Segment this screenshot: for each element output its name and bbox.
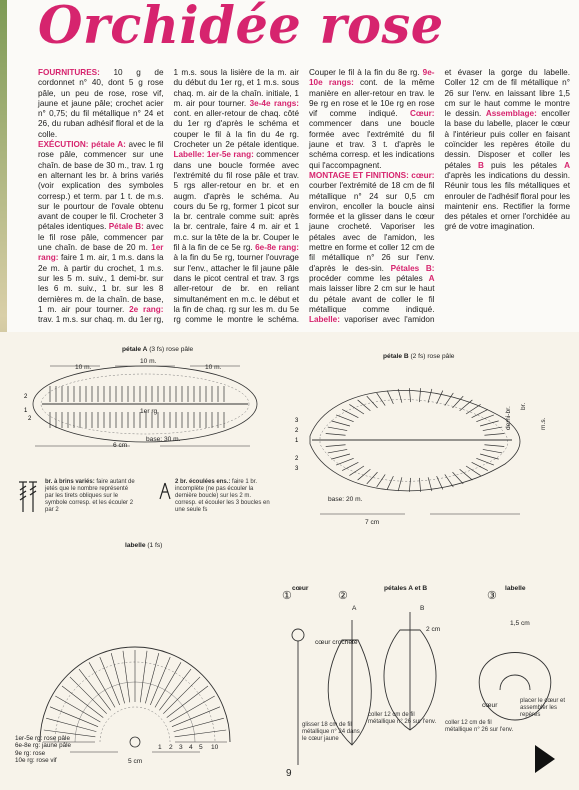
text-petales-b-2: mais laisser libre 2 cm sur le haut du pétale avant de coller le fil métallique comme indiqué. bbox=[309, 284, 435, 314]
stitch-mark bbox=[480, 421, 499, 426]
petale-a-rg: 1er rg bbox=[140, 408, 158, 415]
stitch-mark bbox=[472, 409, 488, 417]
petales-ab-title: pétales A et B bbox=[384, 585, 428, 592]
stitch-mark bbox=[377, 474, 386, 487]
step-3-marker: ③ bbox=[487, 590, 497, 602]
coeur-crochete-label: cœur crocheté bbox=[315, 639, 358, 646]
text-rang-3-4: cont. en aller-retour de chaq. côté du 1er rg d'après le schéma et couper le fil à la fin du 4e rg. Crocheter un 2e pétale identique. bbox=[173, 109, 299, 150]
stitch-mark bbox=[428, 389, 432, 403]
stitch-mark bbox=[472, 462, 488, 470]
label-petale-b: Pétale B: bbox=[108, 222, 144, 232]
stitch-mark bbox=[484, 433, 504, 435]
label-assemblage: Assemblage: bbox=[485, 109, 537, 119]
stitch-mark bbox=[328, 427, 347, 430]
petale-b-ms: m.s. bbox=[540, 417, 547, 430]
stitch-mark bbox=[398, 389, 402, 403]
stitch-mark bbox=[358, 469, 371, 480]
text-assemblage-2: puis les pétales bbox=[483, 160, 565, 170]
stitch-mark bbox=[476, 458, 494, 465]
labelle-num-1: 1 bbox=[158, 744, 162, 751]
stitch-mark bbox=[409, 478, 410, 492]
stitch-mark bbox=[328, 449, 347, 452]
svg-text:2: 2 bbox=[295, 456, 299, 462]
stitch-mark bbox=[145, 653, 158, 703]
label-rang-6-8: 6e-8e rang: bbox=[255, 243, 299, 253]
stitch-mark bbox=[419, 478, 420, 492]
stitch-mark bbox=[62, 686, 103, 718]
labelle-num-4: 4 bbox=[189, 744, 193, 751]
text-fournitures: 10 g de cordonnet n° 40, dont 5 g rose pâle, un peu de rose, rose vif, jaune et jaune pâle; crochet acier n° 0,75; du fil métallique n° 24 et 26, du ruban adhésif floral et de la colle. bbox=[38, 68, 164, 139]
text-rang-9-10: cont. de la même manière en aller-retour en trav. le 9e rg en rose et le 10e rg en rose vif comme indiqué. bbox=[309, 78, 435, 119]
letter-b: B bbox=[477, 160, 484, 170]
stitch-mark bbox=[123, 651, 130, 703]
legend-brins-varies: br. à brins variés: faire autant de jetés que le nombre représenté par les tirets obliques sur le symbole corresp. et les écouler 2 par 2 bbox=[45, 479, 135, 513]
two-cm-label: 2 cm bbox=[426, 626, 441, 633]
stitch-mark bbox=[453, 396, 464, 408]
text-rang-6-8: à la fin du 5e rg, tourner l'ouvrage sur l'env., attacher le fil jaune pâle dans le picot central et trav. 3 rgs aller-retour de bbox=[173, 253, 299, 294]
text-labelle-rangs: commencer dans une boucle formée avec l'extrémité du fil rose pâle et trav. 5 rgs aller-retour en br. et en augm. d'après le schéma. Au cours du 5e rg, former 1 picot sur la br. centrale comme suit: après la br. centrale, faire 4 m. air et 1 m.c. sur la tête de la br. Couper le fil à la fin de ce 5e rg. bbox=[173, 150, 299, 253]
label-rang-1: 1er rang: bbox=[38, 243, 164, 263]
legend-rg-9: 9e rg: rose bbox=[15, 749, 46, 757]
placer-instruction: placer le cœur et assembler les repères bbox=[520, 698, 566, 718]
stitch-mark bbox=[342, 409, 358, 417]
petale-a-title: pétale A (3 fs) rose pâle bbox=[122, 346, 194, 353]
svg-text:3: 3 bbox=[295, 466, 299, 472]
stitch-mark bbox=[174, 718, 224, 731]
symbol-brins-varies bbox=[18, 480, 38, 515]
svg-text:1: 1 bbox=[24, 408, 28, 414]
labelle-5cm: 5 cm bbox=[128, 758, 143, 765]
stitch-mark bbox=[445, 393, 454, 406]
stitch-mark bbox=[387, 391, 393, 404]
labelle-num-5: 5 bbox=[199, 744, 203, 751]
stitch-mark bbox=[453, 472, 464, 484]
label-labelle-montage: Labelle: bbox=[309, 315, 340, 325]
stitch-mark bbox=[483, 449, 502, 452]
color-legend bbox=[15, 735, 71, 765]
stitch-mark bbox=[70, 677, 107, 714]
label-petales-b: Pétales B: bbox=[390, 263, 435, 273]
legend-rg-6-8: 6e-8e rg: jaune pâle bbox=[15, 742, 72, 750]
text-execution: avec le fil rose pâle, commencer sur une chaîn. de base de 30 m., trav. 1 rg en alternant les br. à brins variés (voir explication des symboles corresp.) et term. par 1 t. de m.s. sur le pourtour de l'ovale obtenu avant de couper le fil. Crocheter 3 pétales identiques. bbox=[38, 140, 164, 232]
text-montage: courber l'extrémité de 18 cm de fil métallique n° 24 sur 0,5 cm environ, encoller la boucle ainsi formée et la glisser dans le cœur jaune crocheté. Vaporiser les pétales avec de l'amidon, les mettre en forme et coller 12 cm de fil métallique n° 26 sur l'env. d'après le des- bbox=[309, 181, 435, 273]
stitch-mark bbox=[175, 730, 227, 737]
label-labelle-rangs: Labelle: 1er-5e rang: bbox=[173, 150, 254, 160]
text-rang-1: faire 1 m. air, 1 m.s. dans la 2e m. à partir du crochet, 1 m.s. sur les 5 m. suiv., 1 demi-br. sur les 6 m. suiv., 1 br. sur les 8 dernières m. de la chaîn. de base, 1 m. air bbox=[38, 253, 164, 314]
one-5cm-label: 1,5 cm bbox=[510, 620, 530, 627]
stitch-mark bbox=[326, 433, 346, 435]
page-number: 9 bbox=[286, 768, 292, 779]
page-title: Orchidée rose bbox=[38, 0, 444, 56]
svg-text:2: 2 bbox=[28, 416, 32, 422]
glisser-instruction: glisser 18 cm de fil métallique n° 24 dans le cœur jaune bbox=[302, 722, 360, 742]
stitch-mark bbox=[398, 477, 402, 491]
stitch-mark bbox=[111, 653, 124, 703]
stitch-mark bbox=[377, 393, 386, 406]
stitch-mark bbox=[483, 427, 502, 430]
labelle-title: labelle (1 fs) bbox=[125, 542, 163, 549]
svg-text:3: 3 bbox=[295, 418, 299, 424]
paragraph-fournitures bbox=[38, 68, 164, 140]
stitch-mark bbox=[409, 388, 410, 402]
letter-a-2: A bbox=[564, 160, 570, 170]
label-execution: EXÉCUTION: pétale A: bbox=[38, 140, 126, 150]
coller-labelle-label: coller 12 cm de fil métallique n° 26 sur l'env. bbox=[445, 720, 514, 733]
step-a-label: A bbox=[352, 605, 357, 612]
stitch-mark bbox=[460, 400, 473, 411]
petale-b-title: pétale B (2 fs) rose pâle bbox=[383, 353, 455, 360]
svg-text:2: 2 bbox=[295, 428, 299, 434]
svg-text:2: 2 bbox=[24, 394, 28, 400]
stitch-mark bbox=[342, 462, 358, 470]
stitch-mark bbox=[367, 396, 378, 408]
label-rang-3-4: 3e-4e rangs: bbox=[249, 98, 299, 108]
petale-b-br: br. bbox=[520, 402, 527, 410]
text-col3-start: br. en reliant simultanément en m.c. le début et la fin de chaq. rg sur les m. du 5e rg comme le montre le schéma. Couper le fil à la fin du 8e rg. bbox=[173, 68, 420, 325]
petale-b-demibr: demi-br. bbox=[505, 406, 512, 430]
petale-b-base: base: 20 m. bbox=[328, 496, 363, 503]
stitch-mark bbox=[331, 454, 350, 459]
stitch-mark bbox=[466, 466, 481, 476]
petale-b-7cm: 7 cm bbox=[365, 519, 380, 526]
stitch-mark bbox=[367, 472, 378, 484]
symbol-2br-ecoulees bbox=[158, 482, 172, 500]
legend-rg-10: 10e rg: rose vif bbox=[15, 757, 57, 765]
petale-a-10m-right: 10 m. bbox=[205, 364, 222, 371]
stitch-mark bbox=[466, 404, 481, 414]
stitch-mark bbox=[460, 469, 473, 480]
stitch-mark bbox=[358, 400, 371, 411]
stitch-mark bbox=[476, 415, 494, 422]
text-labelle-montage: vaporiser avec l'amidon et évaser la gorge du labelle. Coller 12 cm de fil métallique n° 26 sur l'env. en laissant libre 1,5 cm sur le haut comme le montre le dessin. bbox=[339, 68, 570, 325]
stitch-mark bbox=[331, 421, 350, 426]
labelle-num-3: 3 bbox=[179, 744, 183, 751]
legend-rg-1-5: 1er-5e rg: rose pâle bbox=[15, 735, 70, 742]
labelle-num-10: 10 bbox=[211, 744, 219, 751]
stitch-mark bbox=[445, 474, 454, 487]
label-coeur: Cœur: bbox=[409, 109, 435, 119]
petale-a-base: base: 30 m. bbox=[146, 436, 181, 443]
step-2-marker: ② bbox=[338, 590, 348, 602]
stitch-mark bbox=[349, 404, 364, 414]
stitch-mark bbox=[79, 669, 111, 710]
stitch-mark bbox=[349, 466, 364, 476]
stitch-mark bbox=[336, 415, 354, 422]
letter-a: A bbox=[428, 273, 435, 283]
text-col4-start: sin. bbox=[371, 263, 384, 273]
stitch-mark bbox=[419, 388, 420, 402]
labelle-num-2: 2 bbox=[169, 744, 173, 751]
petale-a-10m-mid: 10 m. bbox=[140, 358, 157, 365]
labelle-title-2: labelle bbox=[505, 585, 526, 592]
stitch-mark bbox=[140, 651, 147, 703]
petale-a-stitches bbox=[45, 378, 235, 438]
instructions-text bbox=[38, 68, 570, 330]
stitch-mark bbox=[159, 669, 191, 710]
stitch-mark bbox=[163, 677, 200, 714]
stitch-mark bbox=[437, 391, 443, 404]
next-page-arrow[interactable] bbox=[535, 745, 555, 773]
coeur-title: cœur bbox=[292, 585, 309, 592]
stitch-mark bbox=[326, 445, 346, 447]
stitch-mark bbox=[167, 686, 208, 718]
text-coeur: commencer dans une boucle formée avec l'extrémité du fil jaune et trav. 3 t. d'après le schéma corresp. et les indications qui l'accompagnent. bbox=[309, 119, 435, 170]
stitch-mark bbox=[437, 476, 443, 489]
text-assemblage-3: d'après les indications du dessin. Réunir tous les fils métalliques et enrouler de l'adhésif floral pour les maintenir ens. Rectifier la forme des pétales et orner l'orchidée au gré de votre imagination. bbox=[444, 170, 570, 232]
text-rang-2: trav. 1 m.s. sur chaq. m. du 1er rg, 1 m.s. sous la lisière de la m. air du début du 1er rg, et 1 m.s. sous chaq. m. air de la chaîn. initiale, 1 m. air pour tourner. bbox=[38, 68, 299, 325]
petale-a-6cm: 6 cm bbox=[113, 442, 128, 449]
label-montage: MONTAGE ET FINITIONS: cœur: bbox=[309, 170, 435, 180]
legend-2br-ecoulees: 2 br. écoulées ens.: faire 1 br. incomplète (ne pas écouler la dernière boucle) sur les 2 m. corresp. et écouler les 3 boucles en une seule fs bbox=[175, 479, 270, 513]
step-b-label: B bbox=[420, 605, 425, 612]
stitch-mark bbox=[336, 458, 354, 465]
text-petales-b-1: procéder comme les pétales bbox=[309, 273, 429, 283]
petale-b-stitches bbox=[315, 378, 515, 498]
label-rang-9-10: 9e-10e rangs: bbox=[309, 68, 435, 88]
label-fournitures: FOURNITURES: bbox=[38, 68, 100, 77]
svg-text:1: 1 bbox=[295, 438, 299, 444]
label-rang-2: 2e rang: bbox=[129, 304, 164, 314]
step-1-marker: ① bbox=[282, 590, 292, 602]
stitch-mark bbox=[480, 454, 499, 459]
stitch-mark bbox=[428, 477, 432, 491]
coeur-label: cœur bbox=[482, 702, 498, 709]
text-petale-b: avec le fil rose pâle, commencer par une chaîn. de base de 20 m. bbox=[38, 222, 164, 253]
stitch-mark bbox=[46, 718, 96, 731]
text-assemblage-1: encoller la base du labelle, placer le cœur à l'intérieur puis coller en faisant coïncider les repères étoile du dessin. Disposer et coller les pétales bbox=[444, 109, 570, 170]
text-col2-intro: pour tourner. bbox=[75, 304, 125, 314]
stitch-mark bbox=[387, 476, 393, 489]
labelle-stitches bbox=[30, 552, 240, 752]
petale-a-10m-left: 10 m. bbox=[75, 364, 92, 371]
coller-petales-label: coller 12 cm de fil métallique n° 26 sur l'env. bbox=[368, 712, 437, 725]
stitch-mark bbox=[484, 445, 504, 447]
